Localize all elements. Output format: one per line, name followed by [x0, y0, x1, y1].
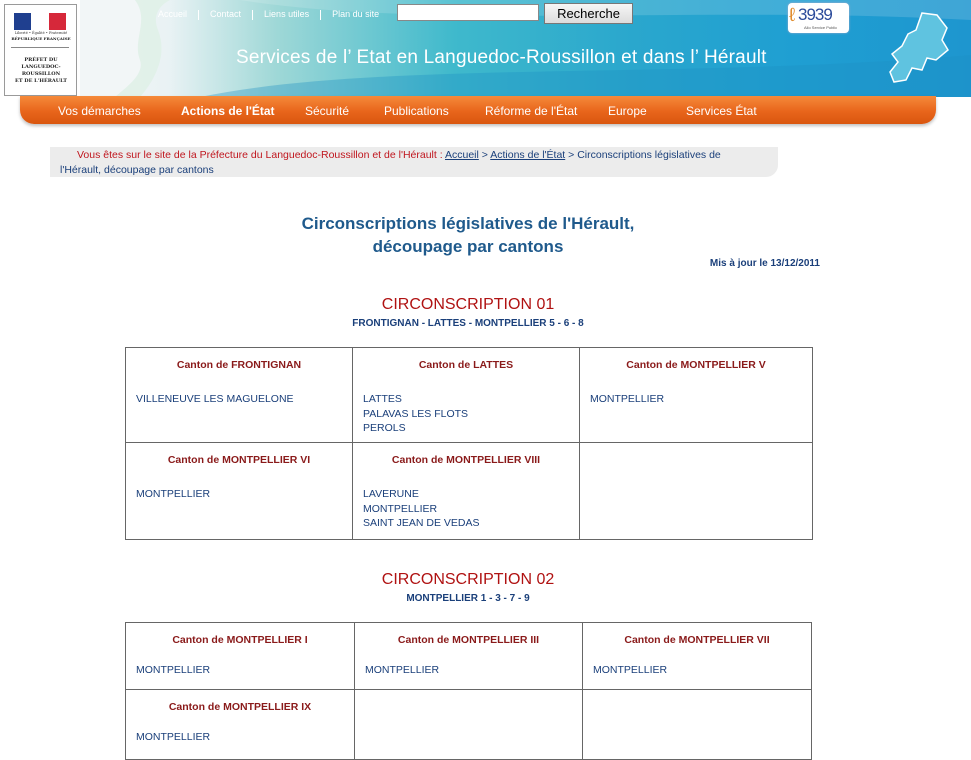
commune-list [365, 663, 582, 678]
separator [252, 10, 253, 20]
nav-europe[interactable]: Europe [608, 104, 647, 118]
last-updated: Mis à jour le 13/12/2011 [709, 258, 820, 269]
empty-cell [583, 690, 812, 760]
empty-cell [580, 443, 813, 540]
canton-cell [126, 443, 353, 540]
canton-cell [126, 348, 353, 443]
canton-cell [126, 623, 355, 690]
utility-nav [158, 9, 379, 20]
french-flag-icon [14, 13, 66, 30]
canton-name: Canton de LATTES [418, 359, 514, 371]
breadcrumb-current-cont: l'Hérault, découpage par cantons [60, 164, 214, 176]
commune-list [593, 663, 811, 678]
breadcrumb-link-accueil[interactable]: Accueil [444, 149, 479, 161]
commune: MONTPELLIER [136, 664, 211, 676]
logo-pref-line: ET DE L'HÉRAULT [15, 78, 67, 84]
canton-name: Canton de MONTPELLIER IX [168, 701, 312, 713]
main-nav [20, 96, 936, 124]
site-title: Services de l’ Etat en Languedoc-Roussillon et dans l’ Hérault [236, 47, 767, 68]
badge-caption: Allo Service Public [804, 25, 838, 30]
logo-pref-line: PRÉFET DU [24, 57, 58, 63]
commune-list [136, 392, 352, 407]
page-title-line: découpage par cantons [372, 237, 564, 256]
cantons-table-1 [125, 347, 813, 540]
commune: LAVERUNE [363, 488, 419, 500]
circonscription-title: CIRCONSCRIPTION 02 [381, 571, 555, 588]
nav-publications[interactable]: Publications [384, 104, 449, 118]
commune: PALAVAS LES FLOTS [363, 407, 469, 420]
commune-list [363, 392, 579, 436]
page-title-line: Circonscriptions législatives de l'Hérault, [301, 214, 635, 233]
separator [198, 10, 199, 20]
commune: PEROLS [363, 422, 406, 434]
logo-motto: Liberté • Égalité • Fraternité [14, 31, 68, 35]
canton-name: Canton de MONTPELLIER VIII [391, 454, 541, 466]
commune-list [363, 487, 579, 531]
commune-list [136, 663, 354, 678]
logo-prefecture [7, 57, 75, 85]
circonscription-title: CIRCONSCRIPTION 01 [381, 296, 555, 313]
nav-reforme-etat[interactable]: Réforme de l'État [485, 104, 578, 118]
breadcrumb-separator: > [481, 149, 488, 161]
commune: MONTPELLIER [136, 488, 211, 500]
canton-name: Canton de MONTPELLIER VII [624, 634, 770, 646]
canton-name: Canton de MONTPELLIER V [626, 359, 766, 371]
page-title [230, 212, 706, 258]
logo-republic: RÉPUBLIQUE FRANÇAISE [11, 36, 71, 41]
prefecture-logo[interactable] [4, 4, 77, 96]
commune: MONTPELLIER [363, 502, 438, 515]
commune: VILLENEUVE LES MAGUELONE [136, 393, 294, 405]
commune-list [136, 730, 354, 745]
nav-vos-demarches[interactable]: Vos démarches [58, 104, 141, 118]
canton-cell [580, 348, 813, 443]
nav-actions-etat[interactable]: Actions de l'État [181, 104, 275, 118]
commune: MONTPELLIER [590, 393, 665, 405]
top-link-contact[interactable]: Contact [210, 9, 242, 19]
breadcrumb-separator: > [568, 149, 575, 161]
canton-name: Canton de MONTPELLIER VI [167, 454, 311, 466]
breadcrumb-prefix: Vous êtes sur le site de la Préfecture du Languedoc-Roussillon et de l'Hérault : [77, 149, 443, 161]
canton-cell [353, 348, 580, 443]
circonscription-subtitle: FRONTIGNAN - LATTES - MONTPELLIER 5 - 6 - 8 [352, 318, 584, 329]
allo-service-public-badge[interactable] [788, 3, 849, 33]
search-input[interactable] [397, 4, 539, 21]
circonscription-subtitle: MONTPELLIER 1 - 3 - 7 - 9 [406, 593, 530, 604]
commune: MONTPELLIER [593, 664, 668, 676]
commune-list [590, 392, 812, 407]
top-link-accueil[interactable]: Accueil [158, 9, 188, 19]
nav-securite[interactable]: Sécurité [305, 104, 350, 118]
canton-cell [583, 623, 812, 690]
commune: SAINT JEAN DE VEDAS [363, 517, 480, 529]
commune: LATTES [363, 393, 402, 405]
separator [320, 10, 321, 20]
commune: MONTPELLIER [365, 664, 440, 676]
canton-cell [353, 443, 580, 540]
commune: MONTPELLIER [136, 731, 211, 743]
top-link-plan-du-site[interactable]: Plan du site [332, 9, 380, 19]
canton-cell [355, 623, 583, 690]
breadcrumb-link-actions[interactable]: Actions de l'État [490, 149, 566, 161]
badge-number: 3939 [798, 5, 832, 24]
search-button[interactable]: Recherche [544, 3, 633, 24]
canton-name: Canton de FRONTIGNAN [176, 359, 302, 371]
breadcrumb-current: Circonscriptions législatives de [577, 149, 721, 161]
region-map-icon [882, 10, 952, 90]
commune-list [136, 487, 352, 502]
site-header [0, 0, 971, 97]
canton-name: Canton de MONTPELLIER I [172, 634, 308, 646]
nav-services-etat[interactable]: Services État [686, 104, 757, 118]
phone-swirl-icon: ℓ [789, 5, 796, 26]
top-link-liens-utiles[interactable]: Liens utiles [264, 9, 310, 19]
logo-divider [11, 47, 69, 48]
canton-cell [126, 690, 355, 760]
canton-name: Canton de MONTPELLIER III [397, 634, 540, 646]
logo-pref-line: LANGUEDOC-ROUSSILLON [21, 64, 61, 77]
cantons-table-2 [125, 622, 812, 760]
breadcrumb [50, 147, 778, 177]
empty-cell [355, 690, 583, 760]
